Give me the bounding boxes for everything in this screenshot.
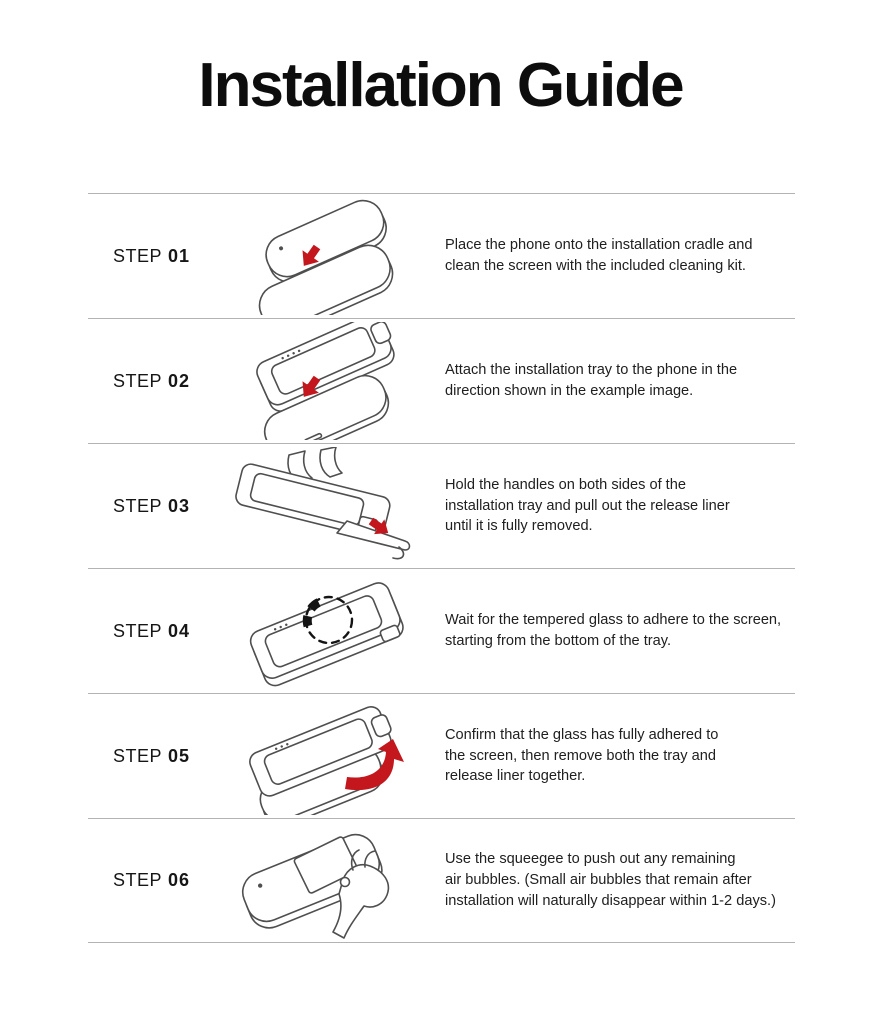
glass-adhesion-swirl-icon bbox=[225, 572, 423, 690]
desc-line: Place the phone onto the installation cradle and bbox=[445, 237, 753, 254]
step-label-05 bbox=[113, 746, 225, 767]
desc-line: the screen, then remove both the tray and bbox=[445, 747, 716, 764]
step-word: STEP bbox=[113, 495, 163, 516]
step-number: 05 bbox=[168, 745, 191, 766]
step-row-03 bbox=[88, 443, 795, 568]
step-label-03 bbox=[113, 496, 225, 517]
step-number: 01 bbox=[168, 245, 191, 266]
step-number: 02 bbox=[168, 370, 191, 391]
desc-line: until it is fully removed. bbox=[445, 518, 593, 535]
step-number: 06 bbox=[168, 870, 191, 890]
desc-line: Use the squeegee to push out any remaining bbox=[445, 851, 736, 868]
step-description-04 bbox=[423, 610, 795, 652]
installation-steps-list bbox=[88, 193, 795, 943]
desc-line: air bubbles. (Small air bubbles that remain after bbox=[445, 872, 752, 889]
step-row-04 bbox=[88, 568, 795, 693]
step-label-04 bbox=[113, 621, 225, 642]
step-label-06 bbox=[113, 870, 225, 891]
desc-line: starting from the bottom of the tray. bbox=[445, 633, 672, 649]
step-row-01 bbox=[88, 193, 795, 318]
step-row-02 bbox=[88, 318, 795, 443]
pull-release-liner-icon bbox=[225, 447, 423, 565]
desc-line: Confirm that the glass has fully adhered to bbox=[445, 726, 719, 743]
desc-line: Hold the handles on both sides of the bbox=[445, 476, 686, 493]
step-number: 04 bbox=[168, 620, 191, 641]
desc-line: direction shown in the example image. bbox=[445, 383, 694, 399]
step-word: STEP bbox=[113, 870, 163, 890]
desc-line: installation will naturally disappear within 1-2 days.) bbox=[445, 892, 776, 909]
step-description-01 bbox=[423, 235, 795, 277]
desc-line: Wait for the tempered glass to adhere to the screen, bbox=[445, 612, 782, 629]
desc-line: Attach the installation tray to the phone in the bbox=[445, 362, 738, 379]
step-word: STEP bbox=[113, 245, 163, 266]
step-label-01 bbox=[113, 246, 225, 267]
desc-line: installation tray and pull out the release liner bbox=[445, 497, 730, 514]
remove-tray-peel-icon bbox=[225, 697, 423, 815]
desc-line: release liner together. bbox=[445, 768, 586, 785]
step-description-03 bbox=[423, 475, 795, 537]
step-row-06 bbox=[88, 818, 795, 943]
step-description-06 bbox=[423, 849, 795, 911]
tray-onto-phone-icon bbox=[225, 322, 423, 440]
step-word: STEP bbox=[113, 370, 163, 391]
squeegee-air-bubbles-icon bbox=[225, 822, 423, 940]
step-label-02 bbox=[113, 371, 225, 392]
step-row-05 bbox=[88, 693, 795, 818]
step-word: STEP bbox=[113, 745, 163, 766]
desc-line: clean the screen with the included cleaning kit. bbox=[445, 258, 746, 274]
phone-onto-cradle-icon bbox=[225, 197, 423, 315]
step-description-05 bbox=[423, 725, 795, 787]
step-number: 03 bbox=[168, 495, 191, 516]
step-word: STEP bbox=[113, 620, 163, 641]
page-title: Installation Guide bbox=[198, 51, 683, 120]
step-description-02 bbox=[423, 360, 795, 402]
